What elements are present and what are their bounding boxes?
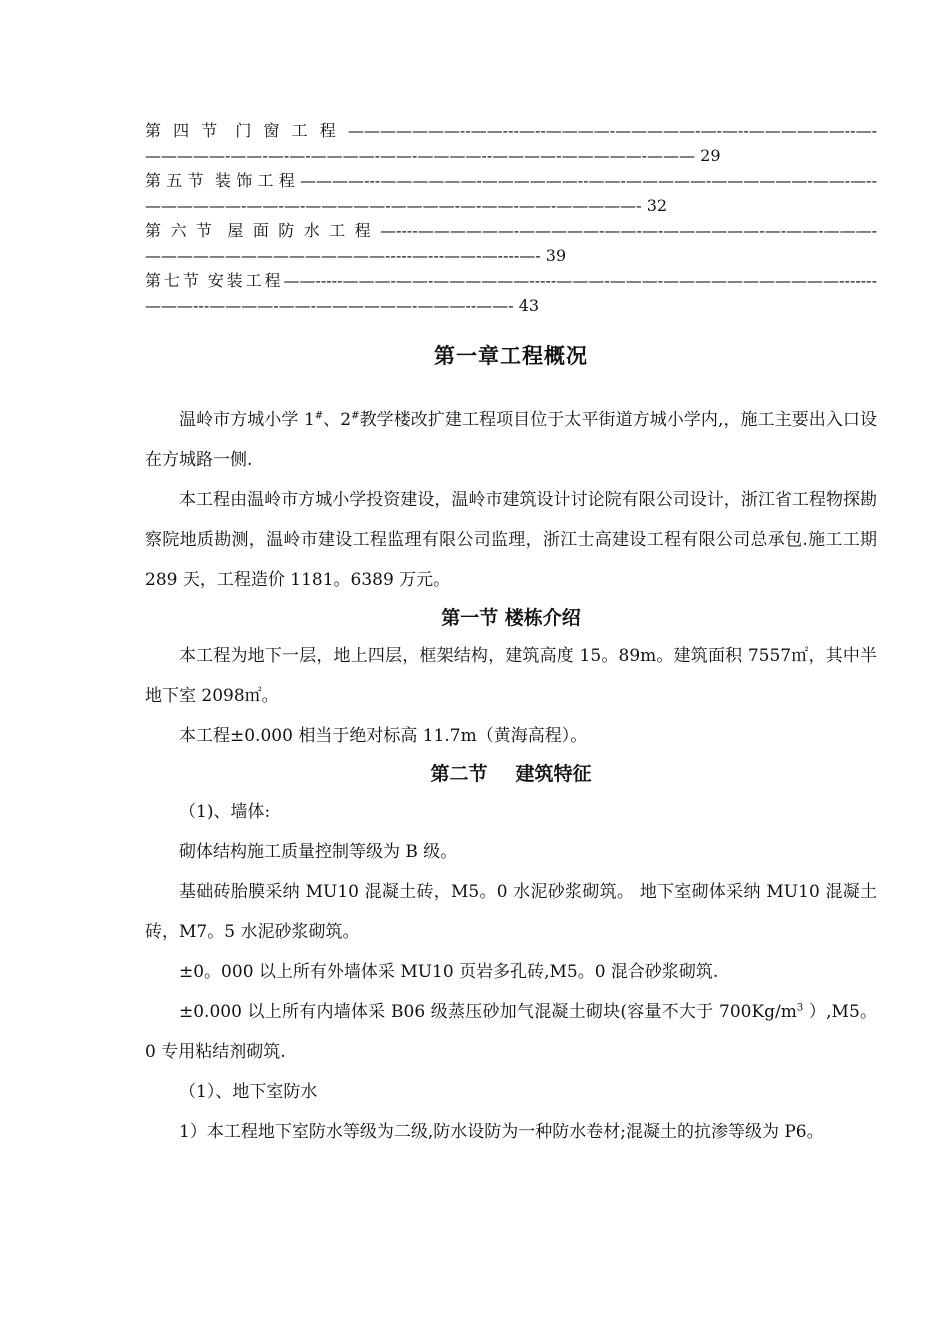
section-title-building-features: 第二节 建筑特征 bbox=[430, 763, 592, 785]
wall-paragraph: 砌体结构施工质量控制等级为 B 级。 bbox=[179, 842, 458, 862]
overview-paragraph-location: 温岭市方城小学 1#、2#教学楼改扩建工程项目位于太平街道方城小学内,，施工主要出入口设在方城路一侧. bbox=[145, 410, 877, 470]
toc-page-number: 43 bbox=[518, 296, 540, 315]
toc-section-number: 第六节 bbox=[145, 221, 222, 240]
toc-section-title: 安装工程 bbox=[207, 271, 284, 290]
section-title-building-intro: 第一节 楼栋介绍 bbox=[441, 607, 581, 629]
toc-page-number: 29 bbox=[700, 146, 721, 165]
wall-paragraph: 基础砖胎膜采纳 MU10 混凝土砖，M5。0 水泥砂浆砌筑。 地下室砌体采纳 MU10 混凝土砖，M7。5 水泥砂浆砌筑。 bbox=[145, 882, 877, 942]
wall-paragraph: ±0.000 以上所有内墙体采 B06 级蒸压砂加气混凝土砌块(容量不大于 $700Kg/m^3$ ）,M5。0 专用粘结剂砌筑. bbox=[145, 1002, 877, 1062]
toc-entry[interactable] bbox=[145, 118, 877, 168]
toc-leader: ————---——————-——————--——-—————-——————-——-—--——————-——-—-—————-————-—-——-——-—————- bbox=[145, 171, 877, 215]
toc-section-title: 装饰工程 bbox=[214, 171, 301, 190]
toc-section-number: 第四节 bbox=[145, 121, 230, 140]
toc-leader: ———————--——---—--————-—————-—-—--——————--—-—————-——-—-—-————-——-————--————-—————-——— bbox=[145, 121, 877, 165]
toc-entry[interactable] bbox=[145, 268, 877, 318]
toc-leader: ——-----———-——-——————-----———-———-———————————-------———---————-——-——————-———--——- bbox=[145, 271, 877, 315]
toc-page-number: 32 bbox=[646, 196, 668, 215]
wall-heading: （1)、墙体: bbox=[179, 802, 271, 822]
table-of-contents bbox=[145, 118, 877, 318]
document-page bbox=[145, 118, 877, 1152]
toc-page-number: 39 bbox=[545, 246, 567, 265]
toc-entry[interactable] bbox=[145, 168, 877, 218]
chapter-title: 第一章工程概况 bbox=[434, 343, 588, 368]
toc-section-number: 第七节 bbox=[145, 271, 202, 290]
toc-entry[interactable] bbox=[145, 218, 877, 268]
building-intro-paragraph: 本工程为地下一层，地上四层，框架结构，建筑高度 15。89m。建筑面积 7557㎡，其中半地下室 2098㎡。 bbox=[145, 646, 877, 706]
elevation-paragraph: 本工程±0.000 相当于绝对标高 11.7m（黄海高程）。 bbox=[179, 726, 588, 746]
toc-section-title: 门窗工程 bbox=[235, 121, 348, 140]
wall-paragraph: ±0。000 以上所有外墙体采 MU10 页岩多孔砖,M5。0 混合砂浆砌筑. bbox=[179, 962, 719, 982]
overview-paragraph-parties: 本工程由温岭市方城小学投资建设，温岭市建筑设计讨论院有限公司设计，浙江省工程物探勘察院地质勘测，温岭市建设工程监理有限公司监理，浙江士高建设工程有限公司总承包.施工工期 289 天，工程造价 1181。6389 万元。 bbox=[145, 490, 877, 590]
toc-section-number: 第五节 bbox=[145, 171, 209, 190]
basement-waterproof-paragraph: 1）本工程地下室防水等级为二级,防水设防为一种防水卷材;混凝土的抗渗等级为 P6。 bbox=[179, 1122, 824, 1142]
toc-leader: —----——————-—————-——-—-——————-—-——-———-———————————————-----—---——-—----—- bbox=[145, 221, 877, 265]
basement-waterproof-heading: （1）、地下室防水 bbox=[179, 1082, 318, 1102]
toc-section-title: 屋面防水工程 bbox=[227, 221, 381, 240]
